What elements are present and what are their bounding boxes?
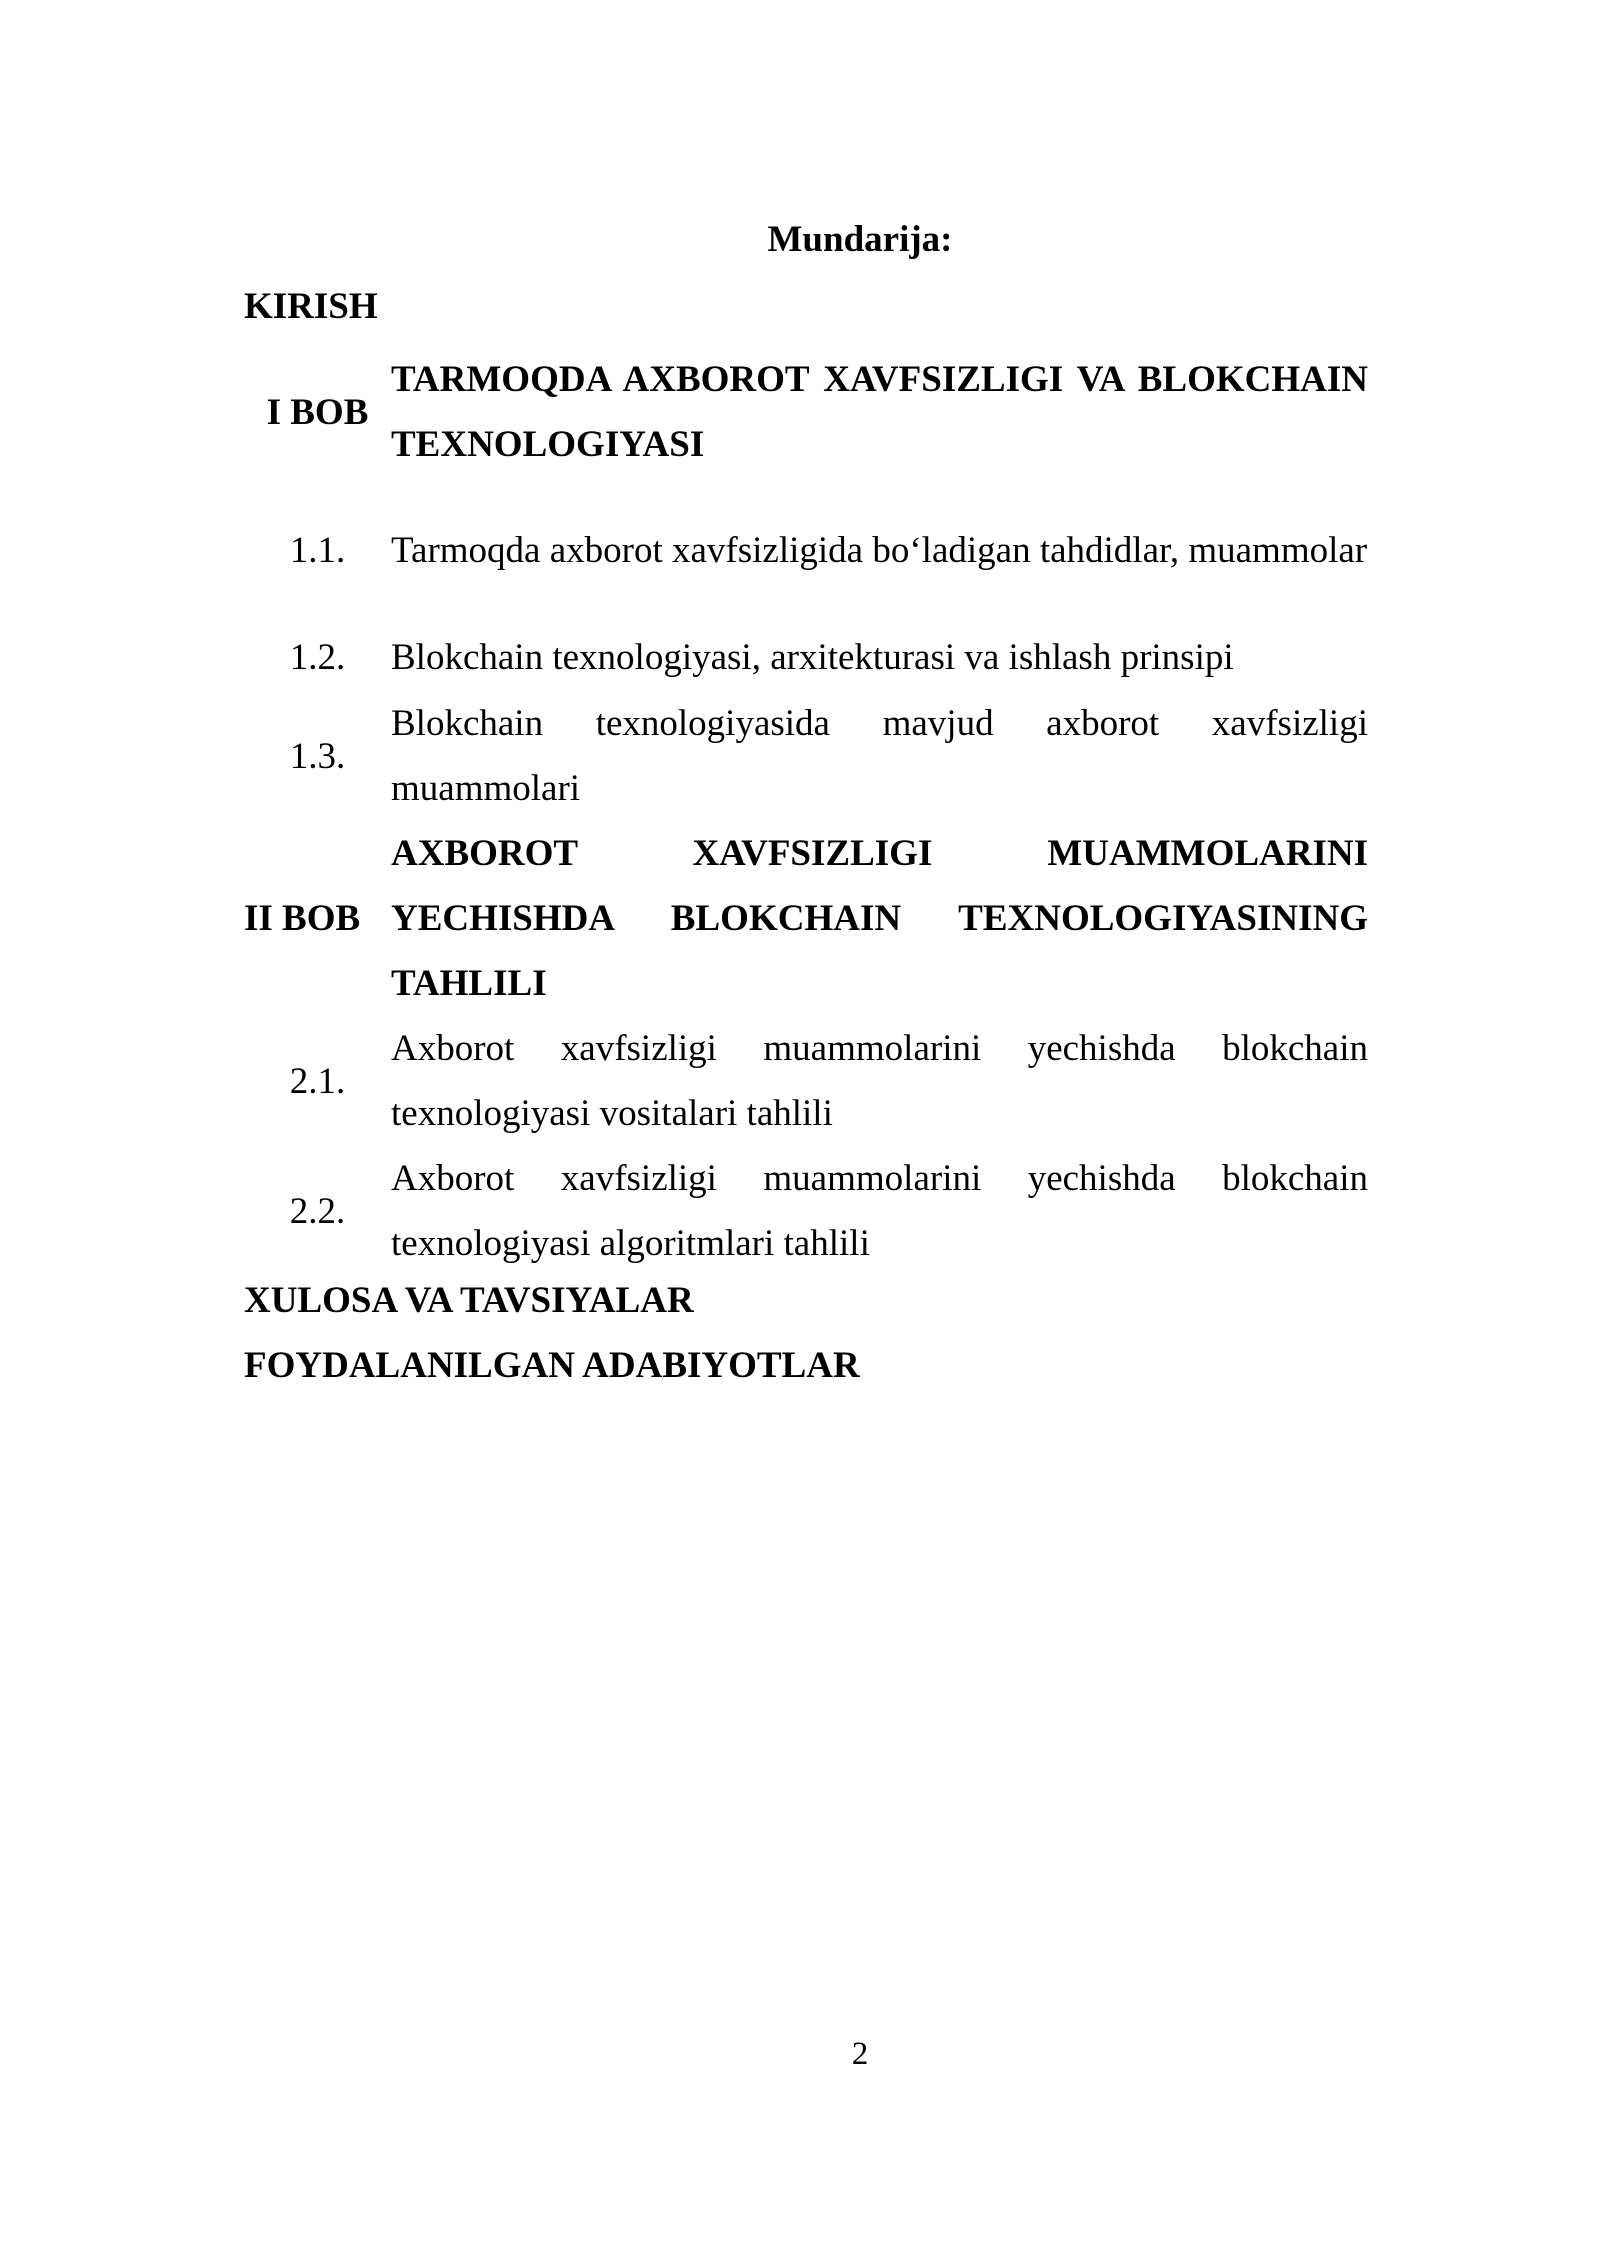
toc-entry-conclusion: XULOSA VA TAVSIYALAR	[244, 1280, 694, 1321]
chapter-1-title: TARMOQDA AXBOROT XAVFSIZLIGI VA BLOKCHAIN TEXNOLOGIYASI	[391, 359, 1368, 465]
toc-section-1-2	[244, 625, 1368, 691]
table-of-contents	[244, 282, 1368, 1406]
section-2-1-title: Axborot xavfsizligi muammolarini yechishda blokchain texnologiyasi vositalari tahlili	[391, 1028, 1368, 1134]
section-2-2-title: Axborot xavfsizligi muammolarini yechishda blokchain texnologiyasi algoritmlari tahlili	[391, 1158, 1368, 1264]
chapter-1-label: I BOB	[266, 391, 369, 433]
section-2-2-number: 2.2.	[289, 1190, 346, 1232]
toc-entry-intro: KIRISH	[244, 286, 378, 327]
chapter-2-label: II BOB	[244, 898, 361, 939]
section-1-3-number: 1.3.	[289, 735, 346, 777]
section-1-2-title: Blokchain texnologiyasi, arxitekturasi va ishlash prinsipi	[391, 637, 1234, 678]
section-2-1-number: 2.1.	[289, 1060, 346, 1102]
page-number: 2	[851, 2036, 869, 2072]
section-1-1-number: 1.1.	[289, 530, 346, 571]
toc-section-2-1	[244, 1016, 1368, 1146]
toc-chapter-2	[244, 821, 1368, 1016]
section-1-2-number: 1.2.	[289, 637, 346, 678]
toc-entry-references: FOYDALANILGAN ADABIYOTLAR	[244, 1345, 860, 1386]
toc-section-2-2	[244, 1146, 1368, 1276]
toc-chapter-1	[244, 347, 1368, 477]
toc-section-1-1	[244, 477, 1368, 625]
section-1-1-title: Tarmoqda axborot xavfsizligida bo‘ladigan tahdidlar, muammolar	[391, 530, 1368, 571]
chapter-2-title: AXBOROT XAVFSIZLIGI MUAMMOLARINI YECHISHDA BLOKCHAIN TEXNOLOGIYASINING TAHLILI	[391, 833, 1368, 1004]
toc-title: Mundarija:	[767, 219, 953, 260]
section-1-3-title: Blokchain texnologiyasida mavjud axborot xavfsizligi muammolari	[391, 703, 1368, 809]
toc-section-1-3	[244, 691, 1368, 821]
